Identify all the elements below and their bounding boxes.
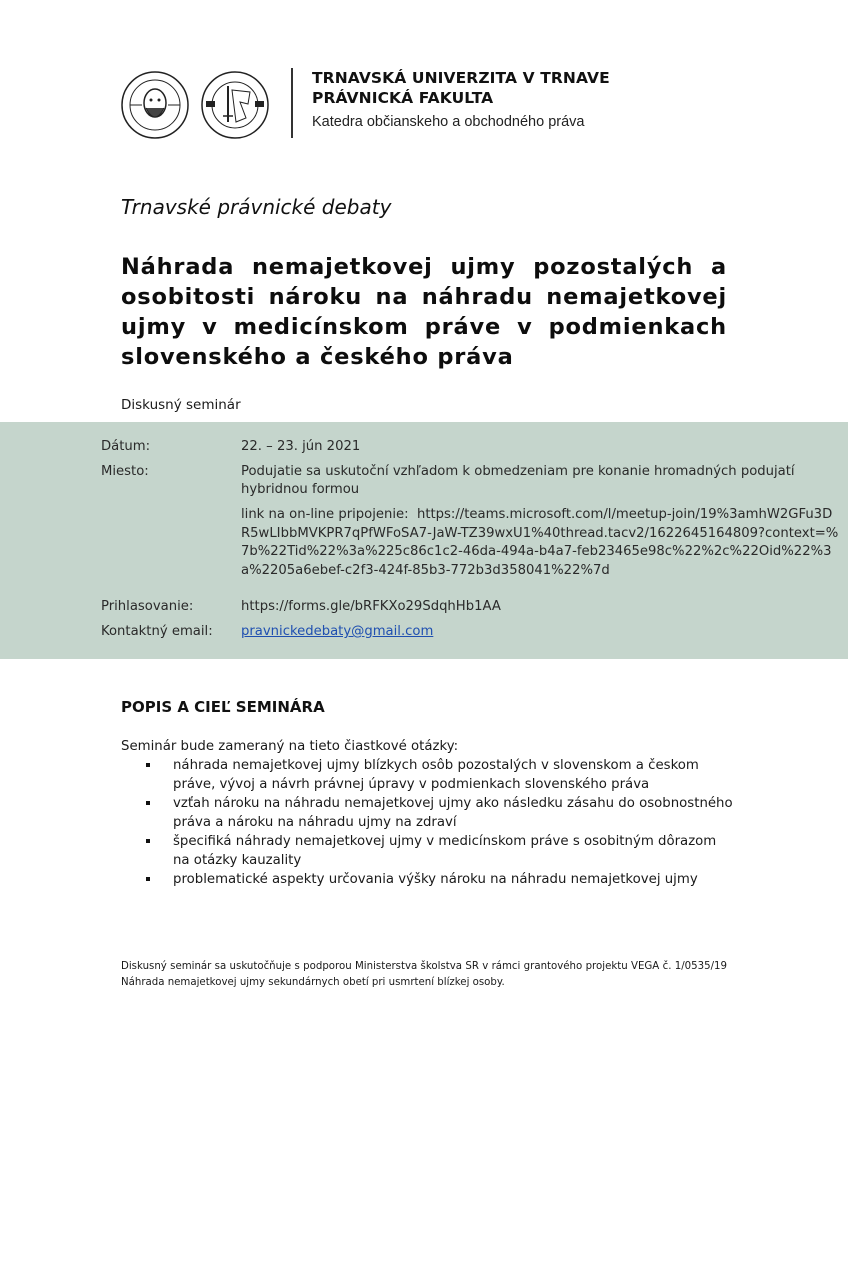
department-name: Katedra občianskeho a obchodného práva [312, 114, 585, 130]
funding-footnote: Diskusný seminár sa uskutočňuje s podporou Ministerstva školstva SR v rámci grantového projektu VEGA č. 1/0535/19 Náhrada nemajetkovej ujmy sekundárnych obetí pri usmrtení blízkej osoby. [121, 961, 727, 988]
list-item-text: náhrada nemajetkovej ujmy blízkych osôb pozostalých v slovenskom a českom práve, vývoj a návrh právnej úpravy v podmienkach slovenského práva [173, 758, 699, 792]
online-link-block [241, 506, 841, 580]
detail-row-registration [101, 598, 848, 616]
date-value: 22. – 23. jún 2021 [241, 439, 361, 454]
detail-row-email [101, 623, 848, 641]
university-seal-logo [120, 70, 190, 140]
document-title: Náhrada nemajetkovej ujmy pozostalých a osobitosti nároku na náhradu nemajetkovej ujmy v medicínskom práve v podmienkach slovenského a českého práva [121, 254, 727, 370]
section-intro: Seminár bude zameraný na tieto čiastkové otázky: [121, 739, 459, 754]
online-link-url[interactable]: https://teams.microsoft.com/l/meetup-join/19%3amhW2GFu3DR5wLIbbMVKPR7qPfWFoSA7-JaW-TZ39wxU1%40thread.tacv2/1622645164809?context=%7b%22Tid%22%3a%225c86c1c2-46da-494a-b4a7-feb23465e98c%22%2c%22Oid%22%3a%2205a6ebef-c2f3-424f-85b3-772b3d358041%22%7d [241, 507, 839, 578]
header-divider [291, 68, 293, 138]
list-item [146, 756, 736, 794]
place-label: Miesto: [101, 464, 149, 479]
event-type: Diskusný seminár [121, 397, 241, 413]
faculty-name: PRÁVNICKÁ FAKULTA [312, 89, 494, 107]
detail-row-place [101, 463, 848, 499]
spacer [0, 580, 848, 598]
section-heading: POPIS A CIEĽ SEMINÁRA [121, 698, 325, 716]
list-item [146, 794, 736, 832]
bullet-icon [146, 801, 150, 805]
date-label: Dátum: [101, 439, 151, 454]
email-label: Kontaktný email: [101, 624, 213, 639]
list-item-text: vzťah nároku na náhradu nemajetkovej ujmy ako následku zásahu do osobnostného práva a nároku na náhradu ujmy na zdraví [173, 796, 733, 830]
place-value: Podujatie sa uskutoční vzhľadom k obmedzeniam pre konanie hromadných podujatí hybridnou formou [241, 464, 795, 497]
email-link[interactable]: pravnickedebaty@gmail.com [241, 624, 434, 639]
bullet-icon [146, 877, 150, 881]
university-name [312, 68, 610, 108]
bullet-icon [146, 839, 150, 843]
series-title: Trnavské právnické debaty [121, 195, 392, 219]
topic-list [146, 756, 736, 889]
list-item [146, 832, 736, 870]
registration-link[interactable]: https://forms.gle/bRFKXo29SdqhHb1AA [241, 599, 501, 614]
faculty-seal-logo [200, 70, 270, 140]
online-link-label: link na on-line pripojenie: [241, 507, 409, 522]
university-name-line: TRNAVSKÁ UNIVERZITA V TRNAVE [312, 69, 610, 87]
letterhead [118, 66, 678, 138]
list-item-text: problematické aspekty určovania výšky nároku na náhradu nemajetkovej ujmy [173, 872, 698, 887]
event-details-panel [0, 422, 848, 659]
bullet-icon [146, 763, 150, 767]
list-item [146, 870, 736, 889]
list-item-text: špecifiká náhrady nemajetkovej ujmy v medicínskom práve s osobitným dôrazom na otázky kauzality [173, 834, 717, 868]
registration-label: Prihlasovanie: [101, 599, 194, 614]
detail-row-date [101, 438, 848, 456]
